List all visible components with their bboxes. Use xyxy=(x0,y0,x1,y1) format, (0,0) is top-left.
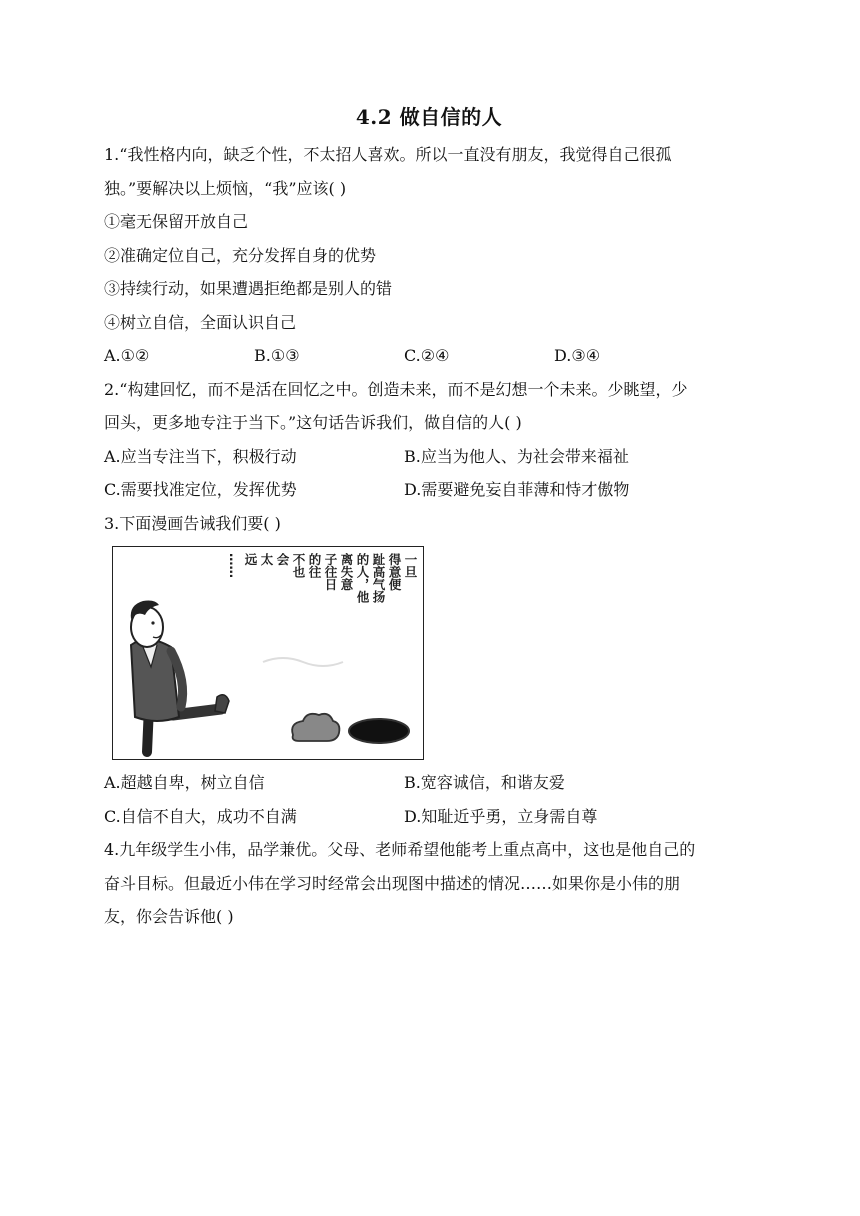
question-4-line-1: 4.九年级学生小伟，品学兼优。父母、老师希望他能考上重点高中，这也是他自己的 xyxy=(104,840,696,859)
caption-col-10: 太 xyxy=(259,553,274,566)
shoe-icon xyxy=(215,695,229,713)
question-2-line-2: 回头，更多地专注于当下。”这句话告诉我们，做自信的人( ) xyxy=(104,413,522,432)
question-1-line-1: 1.“我性格内向，缺乏个性，不太招人喜欢。所以一直没有朋友，我觉得自己很孤 xyxy=(104,145,672,164)
question-2 xyxy=(104,373,754,507)
question-2-options-row-2 xyxy=(104,473,754,507)
question-1-statement-3: ③持续行动，如果遭遇拒绝都是别人的错 xyxy=(104,279,393,298)
question-1-statement-1: ①毫无保留开放自己 xyxy=(104,212,249,231)
question-4 xyxy=(104,833,754,934)
question-3-options-row-1 xyxy=(104,766,754,800)
option-b[interactable]: B.应当为他人、为社会带来福祉 xyxy=(404,446,629,466)
option-b[interactable]: B.①③ xyxy=(254,346,300,365)
caption-col-8: 不也 xyxy=(291,553,306,578)
caption-col-5: 离失意 xyxy=(339,553,354,591)
option-c[interactable]: C.②④ xyxy=(404,346,450,365)
caption-col-9: 会 xyxy=(275,553,290,566)
question-2-line-1: 2.“构建回忆，而不是活在回忆之中。创造未来，而不是幻想一个未来。少眺望，少 xyxy=(104,379,688,399)
option-a[interactable]: A.①② xyxy=(104,346,150,365)
question-1 xyxy=(104,138,754,373)
caption-col-2: 得意便 xyxy=(387,553,402,591)
question-3-line-1: 3.下面漫画告诫我们要( ) xyxy=(104,513,281,533)
option-c[interactable]: C.需要找准定位，发挥优势 xyxy=(104,480,297,499)
option-d[interactable]: D.知耻近乎勇，立身需自尊 xyxy=(404,806,598,826)
caption-col-7: 的往 xyxy=(307,553,322,578)
page-title: 4.2 做自信的人 xyxy=(355,105,503,129)
option-d[interactable]: D.③④ xyxy=(554,346,601,365)
worksheet-page xyxy=(104,100,754,934)
caption-col-11: 远 xyxy=(243,553,258,566)
option-a[interactable]: A.超越自卑，树立自信 xyxy=(104,773,265,792)
option-c[interactable]: C.自信不自大，成功不自满 xyxy=(104,806,297,826)
question-1-statement-4: ④树立自信，全面认识自己 xyxy=(104,312,297,332)
option-a[interactable]: A.应当专注当下，积极行动 xyxy=(104,446,297,466)
option-b[interactable]: B.宽容诚信，和谐友爱 xyxy=(404,773,565,792)
cartoon-image xyxy=(112,546,424,760)
caption-col-1: 一旦 xyxy=(403,553,418,578)
question-1-line-2: 独。”要解决以上烦恼，“我”应该( ) xyxy=(104,178,347,198)
question-1-statement-2: ②准确定位自己，充分发挥自身的优势 xyxy=(104,245,377,265)
question-2-options-row-1 xyxy=(104,440,754,474)
question-1-options xyxy=(104,339,754,373)
rock-icon xyxy=(292,714,339,741)
caption-col-3: 趾高气扬 xyxy=(371,553,386,603)
question-3 xyxy=(104,507,754,834)
question-4-line-3: 友，你会告诉他( ) xyxy=(104,907,234,926)
caption-col-6: 子往日 xyxy=(323,553,338,591)
caption-col-12: …… xyxy=(227,553,242,578)
question-3-options-row-2 xyxy=(104,800,754,834)
caption-col-4: 的人，他 xyxy=(355,553,370,603)
option-d[interactable]: D.需要避免妄自菲薄和恃才傲物 xyxy=(404,480,630,499)
hole-icon xyxy=(349,719,409,743)
question-4-line-2: 奋斗目标。但最近小伟在学习时经常会出现图中描述的情况……如果你是小伟的朋 xyxy=(104,873,681,893)
